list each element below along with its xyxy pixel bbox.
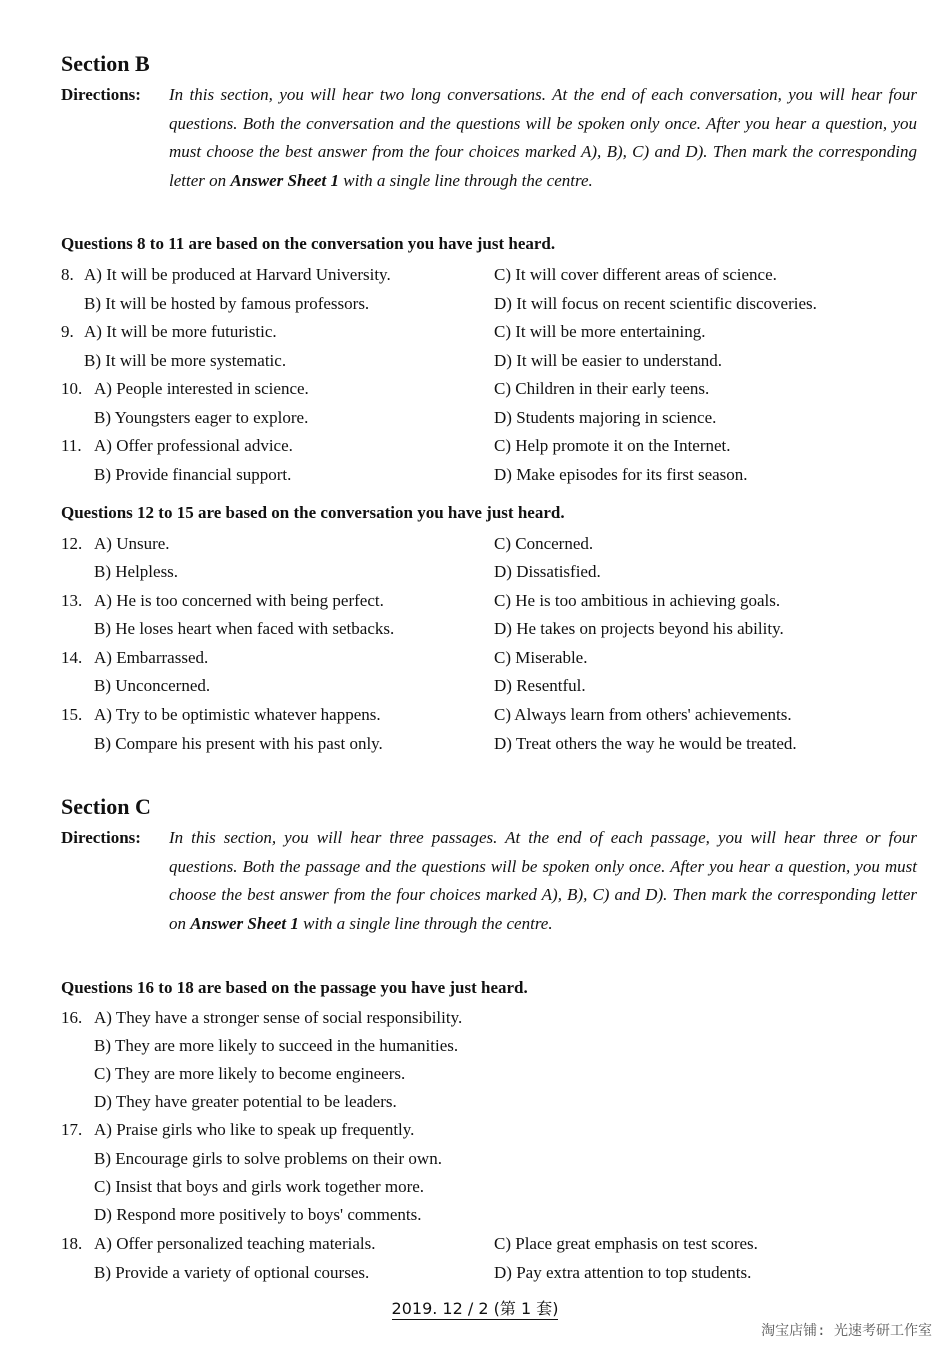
option-b: B) Provide a variety of optional courses. bbox=[94, 1263, 370, 1282]
question-number: 10. bbox=[61, 379, 83, 398]
option-b: B) Unconcerned. bbox=[94, 676, 211, 695]
option-b: B) He loses heart when faced with setbacks. bbox=[94, 619, 395, 638]
section-b-directions bbox=[61, 81, 917, 195]
question-row bbox=[0, 261, 950, 290]
question-row bbox=[0, 290, 950, 319]
option-d: D) Resentful. bbox=[494, 676, 586, 695]
option-d: D) Respond more positively to boys' comments. bbox=[94, 1205, 422, 1224]
question-number: 14. bbox=[61, 648, 83, 667]
option-a: A) Offer personalized teaching materials. bbox=[94, 1234, 376, 1253]
option-c: C) Miserable. bbox=[494, 648, 588, 667]
page-number: 2019. 12 / 2 (第 1 套) bbox=[391, 1299, 559, 1318]
option-a: A) They have a stronger sense of social responsibility. bbox=[94, 1008, 463, 1027]
option-c: C) Help promote it on the Internet. bbox=[494, 436, 731, 455]
option-c: C) Children in their early teens. bbox=[494, 379, 710, 398]
answer-sheet-ref: Answer Sheet 1 bbox=[190, 913, 299, 933]
section-c-directions bbox=[61, 824, 917, 938]
question-row bbox=[0, 432, 950, 461]
question-group-heading: Questions 16 to 18 are based on the passage you have just heard. bbox=[61, 978, 528, 997]
option-d: D) It will be easier to understand. bbox=[494, 351, 723, 370]
directions-label: Directions: bbox=[61, 828, 141, 847]
option-b: B) Helpless. bbox=[94, 562, 179, 581]
option-a: A) He is too concerned with being perfect. bbox=[94, 591, 384, 610]
question-row bbox=[0, 587, 950, 616]
question-row bbox=[0, 701, 950, 730]
option-c: C) It will be more entertaining. bbox=[494, 322, 706, 341]
option-a: A) Praise girls who like to speak up frequently. bbox=[94, 1120, 415, 1139]
option-d: D) It will focus on recent scientific discoveries. bbox=[494, 294, 817, 313]
option-c: C) Place great emphasis on test scores. bbox=[494, 1234, 758, 1253]
option-c: C) They are more likely to become engineers. bbox=[94, 1064, 406, 1083]
question-row bbox=[0, 1145, 950, 1174]
option-b: B) It will be hosted by famous professors. bbox=[84, 294, 370, 313]
question-group-heading: Questions 12 to 15 are based on the conversation you have just heard. bbox=[61, 503, 565, 522]
directions-label: Directions: bbox=[61, 85, 141, 104]
question-row bbox=[0, 644, 950, 673]
question-row bbox=[0, 672, 950, 701]
question-number: 18. bbox=[61, 1234, 83, 1253]
question-row bbox=[0, 1173, 950, 1202]
option-c: C) Insist that boys and girls work together more. bbox=[94, 1177, 425, 1196]
shop-watermark: 淘宝店铺: 光速考研工作室 bbox=[761, 1323, 932, 1339]
question-row bbox=[0, 1259, 950, 1288]
question-group-heading: Questions 8 to 11 are based on the conversation you have just heard. bbox=[61, 234, 556, 253]
option-a: A) Unsure. bbox=[94, 534, 170, 553]
question-number: 11. bbox=[61, 436, 82, 455]
option-b: B) Encourage girls to solve problems on their own. bbox=[94, 1149, 442, 1168]
section-b-title: Section B bbox=[61, 51, 150, 76]
directions-tail: with a single line through the centre. bbox=[303, 913, 553, 933]
directions-tail: with a single line through the centre. bbox=[343, 170, 593, 190]
option-b: B) It will be more systematic. bbox=[84, 351, 287, 370]
option-d: D) Students majoring in science. bbox=[494, 408, 717, 427]
option-a: A) Embarrassed. bbox=[94, 648, 209, 667]
question-row bbox=[0, 558, 950, 587]
question-row bbox=[0, 1004, 950, 1033]
option-d: D) He takes on projects beyond his ability. bbox=[494, 619, 784, 638]
question-row bbox=[0, 461, 950, 490]
option-c: C) It will cover different areas of science. bbox=[494, 265, 777, 284]
question-row bbox=[0, 375, 950, 404]
option-b: B) Compare his present with his past only. bbox=[94, 734, 383, 753]
question-row bbox=[0, 404, 950, 433]
option-a: A) It will be more futuristic. bbox=[84, 322, 277, 341]
question-row bbox=[0, 530, 950, 559]
option-d: D) They have greater potential to be leaders. bbox=[94, 1092, 397, 1111]
option-b: B) Youngsters eager to explore. bbox=[94, 408, 309, 427]
option-d: D) Pay extra attention to top students. bbox=[494, 1263, 752, 1282]
question-row bbox=[0, 615, 950, 644]
directions-body: In this section, you will hear three passages. At the end of each passage, you will hear three or four questions. Both the passage and the questions will be spoken only once. After you hear a question, you must choose the best answer from the four choices marked A), B), C) and D). Then mark the corresponding letter on bbox=[169, 828, 917, 933]
question-row bbox=[0, 1032, 950, 1061]
option-a: A) It will be produced at Harvard University. bbox=[84, 265, 391, 284]
question-number: 16. bbox=[61, 1008, 83, 1027]
question-row bbox=[0, 730, 950, 759]
question-number: 15. bbox=[61, 705, 83, 724]
option-d: D) Dissatisfied. bbox=[494, 562, 601, 581]
question-row bbox=[0, 1088, 950, 1117]
option-c: C) Always learn from others' achievements. bbox=[494, 705, 792, 724]
section-c-title: Section C bbox=[61, 794, 151, 819]
option-c: C) He is too ambitious in achieving goals. bbox=[494, 591, 781, 610]
question-number: 9. bbox=[61, 322, 74, 341]
page-footer bbox=[0, 1296, 950, 1319]
option-c: C) Concerned. bbox=[494, 534, 594, 553]
question-row bbox=[0, 1116, 950, 1145]
option-a: A) Offer professional advice. bbox=[94, 436, 293, 455]
question-row bbox=[0, 318, 950, 347]
option-d: D) Make episodes for its first season. bbox=[494, 465, 748, 484]
directions-body: In this section, you will hear two long conversations. At the end of each conversation, you will hear four questions. Both the conversation and the questions will be spoken only once. After you hear a question, you must choose the best answer from the four choices marked A), B), C) and D). Then mark the corresponding letter on bbox=[169, 85, 917, 190]
question-row bbox=[0, 1230, 950, 1259]
question-row bbox=[0, 1060, 950, 1089]
directions-text bbox=[169, 81, 917, 195]
directions-text bbox=[169, 824, 917, 938]
answer-sheet-ref: Answer Sheet 1 bbox=[230, 170, 340, 190]
option-b: B) Provide financial support. bbox=[94, 465, 292, 484]
question-row bbox=[0, 1201, 950, 1230]
question-number: 13. bbox=[61, 591, 83, 610]
question-row bbox=[0, 347, 950, 376]
question-number: 8. bbox=[61, 265, 74, 284]
option-a: A) People interested in science. bbox=[94, 379, 309, 398]
question-number: 17. bbox=[61, 1120, 83, 1139]
option-b: B) They are more likely to succeed in the humanities. bbox=[94, 1036, 459, 1055]
option-d: D) Treat others the way he would be treated. bbox=[494, 734, 797, 753]
question-number: 12. bbox=[61, 534, 83, 553]
option-a: A) Try to be optimistic whatever happens. bbox=[94, 705, 381, 724]
